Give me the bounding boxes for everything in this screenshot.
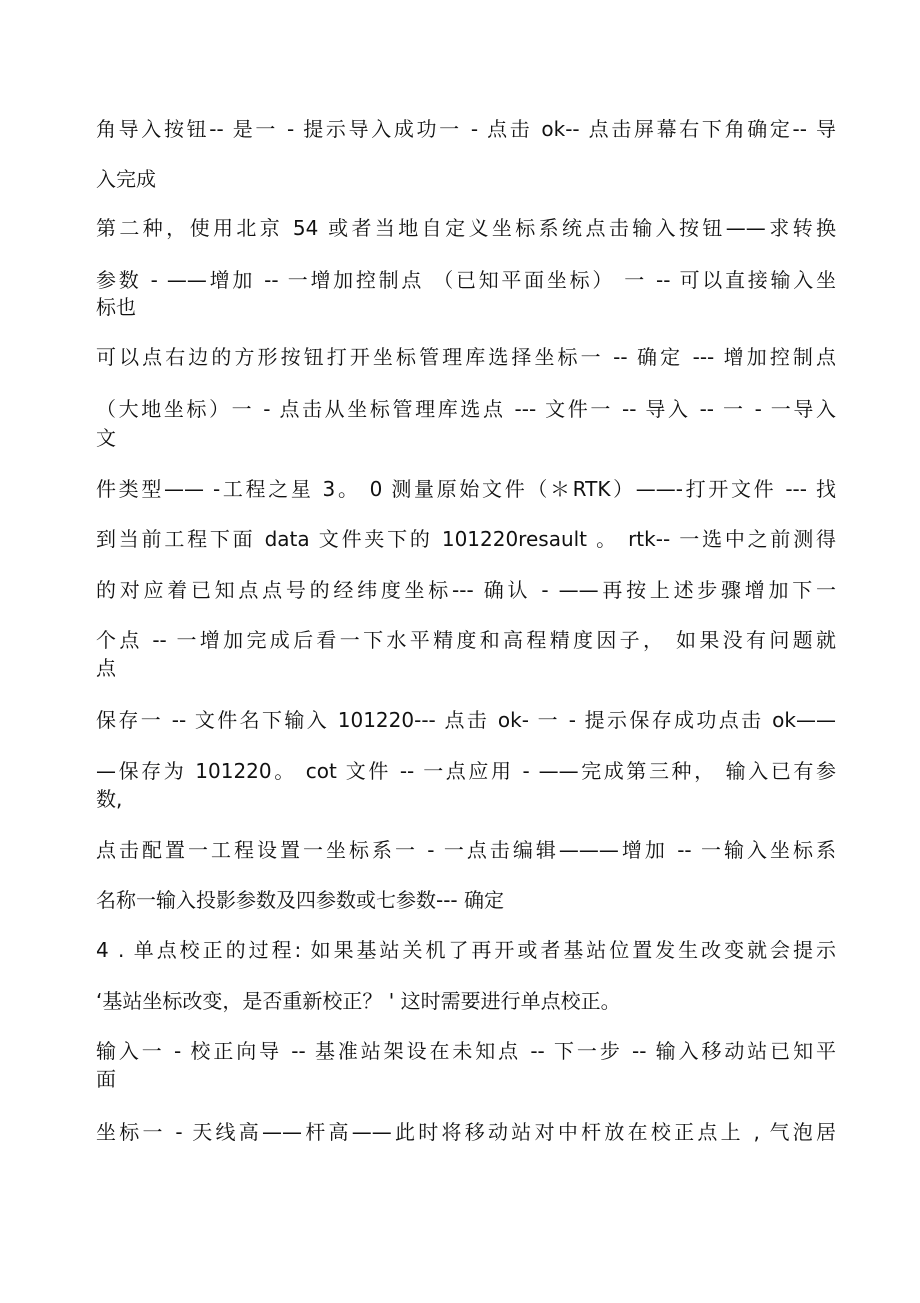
text-line: 入完成 xyxy=(96,167,156,191)
text-line: 的对应着已知点点号的经纬度坐标--- 确认 - ——再按上述步骤增加下一 xyxy=(96,578,836,602)
text-line: 数, xyxy=(96,787,123,811)
text-line: 名称一输入投影参数及四参数或七参数--- 确定 xyxy=(96,888,505,912)
text-line: —保存为 101220。 cot 文件 -- 一点应用 - ——完成第三种， 输入已有参 xyxy=(96,759,836,783)
text-line: 可以点右边的方形按钮打开坐标管理库选择坐标一 -- 确定 --- 增加控制点 xyxy=(96,345,836,369)
text-line: 面 xyxy=(96,1067,116,1091)
text-line: 点击配置一工程设置一坐标系一 - 一点击编辑———增加 -- 一输入坐标系 xyxy=(96,838,836,862)
text-line: 角导入按钮-- 是一 - 提示导入成功一 - 点击 ok-- 点击屏幕右下角确定-- 导 xyxy=(96,117,836,141)
text-line: 件类型—— -工程之星 3。 0 测量原始文件（＊RTK）——-打开文件 --- 找 xyxy=(96,477,836,501)
text-line: （大地坐标）一 - 点击从坐标管理库选点 --- 文件一 -- 导入 -- 一 - 一导入 xyxy=(96,397,836,421)
text-line: 第二种，使用北京 54 或者当地自定义坐标系统点击输入按钮——求转换 xyxy=(96,216,836,240)
text-line: 保存一 -- 文件名下输入 101220--- 点击 ok- 一 - 提示保存成功点击 ok—— xyxy=(96,708,836,732)
text-line: 输入一 - 校正向导 -- 基准站架设在未知点 -- 下一步 -- 输入移动站已知平 xyxy=(96,1039,836,1063)
text-line: ‘基站坐标改变，是否重新校正？ ' 这时需要进行单点校正。 xyxy=(96,989,621,1013)
text-line: 个点 -- 一增加完成后看一下水平精度和高程精度因子， 如果没有问题就 xyxy=(96,628,836,652)
text-line: 点 xyxy=(96,656,116,680)
text-line: 文 xyxy=(96,426,116,450)
text-line: 参数 - ——增加 -- 一增加控制点 （已知平面坐标） 一 -- 可以直接输入坐 xyxy=(96,268,836,292)
text-line: 标也 xyxy=(96,295,136,319)
text-line: 坐标一 - 天线高——杆高——此时将移动站对中杆放在校正点上 , 气泡居 xyxy=(96,1120,836,1144)
text-line: 到当前工程下面 data 文件夹下的 101220resault 。 rtk-- 一选中之前测得 xyxy=(96,527,836,551)
text-line: 4 . 单点校正的过程: 如果基站关机了再开或者基站位置发生改变就会提示 xyxy=(96,938,836,962)
